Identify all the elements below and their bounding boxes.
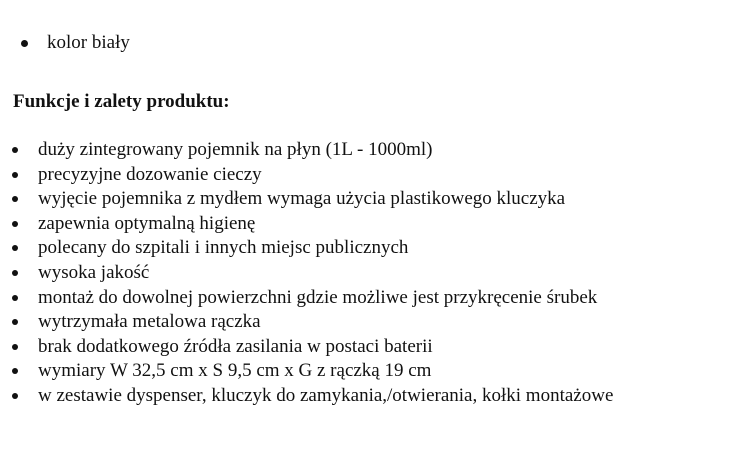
list-item-text: wyjęcie pojemnika z mydłem wymaga użycia plastikowego kluczyka (38, 188, 566, 210)
bullet-icon (12, 368, 18, 374)
list-item (12, 212, 613, 237)
list-item (12, 236, 613, 261)
section-heading: Funkcje i zalety produktu: (13, 91, 230, 112)
list-item (12, 261, 613, 286)
list-item (12, 138, 613, 163)
list-item-text: duży zintegrowany pojemnik na płyn (1L - 1000ml) (38, 139, 433, 160)
bullet-icon (12, 147, 18, 153)
bullet-icon (12, 295, 18, 301)
list-item-text: zapewnia optymalną higienę (38, 212, 256, 234)
list-item-text: w zestawie dyspenser, kluczyk do zamykania,/otwierania, kołki montażowe (38, 384, 614, 406)
list-item-text: brak dodatkowego źródła zasilania w postaci baterii (38, 335, 433, 357)
list-item (12, 384, 613, 409)
list-item-text: wymiary W 32,5 cm x S 9,5 cm x G z rączką 19 cm (38, 360, 432, 382)
bullet-icon (12, 221, 18, 227)
list-item-text: polecany do szpitali i innych miejsc publicznych (38, 237, 409, 259)
list-item-text: wytrzymała metalowa rączka (38, 311, 261, 333)
list-item (12, 310, 613, 335)
list-item-text: wysoka jakość (38, 261, 150, 283)
list-item (12, 359, 613, 384)
list-item (12, 335, 613, 360)
color-list (20, 31, 130, 55)
bullet-icon (12, 196, 18, 202)
bullet-icon (12, 172, 18, 178)
list-item (20, 31, 130, 55)
bullet-icon (12, 393, 18, 399)
list-item (12, 187, 613, 212)
bullet-icon (21, 40, 28, 47)
list-item (12, 163, 613, 188)
bullet-icon (12, 245, 18, 251)
list-item-text: kolor biały (47, 32, 130, 53)
bullet-icon (12, 270, 18, 276)
feature-list (12, 138, 613, 409)
bullet-icon (12, 319, 18, 325)
list-item-text: montaż do dowolnej powierzchni gdzie możliwe jest przykręcenie śrubek (38, 286, 598, 308)
list-item (12, 286, 613, 311)
bullet-icon (12, 344, 18, 350)
list-item-text: precyzyjne dozowanie cieczy (38, 163, 262, 185)
